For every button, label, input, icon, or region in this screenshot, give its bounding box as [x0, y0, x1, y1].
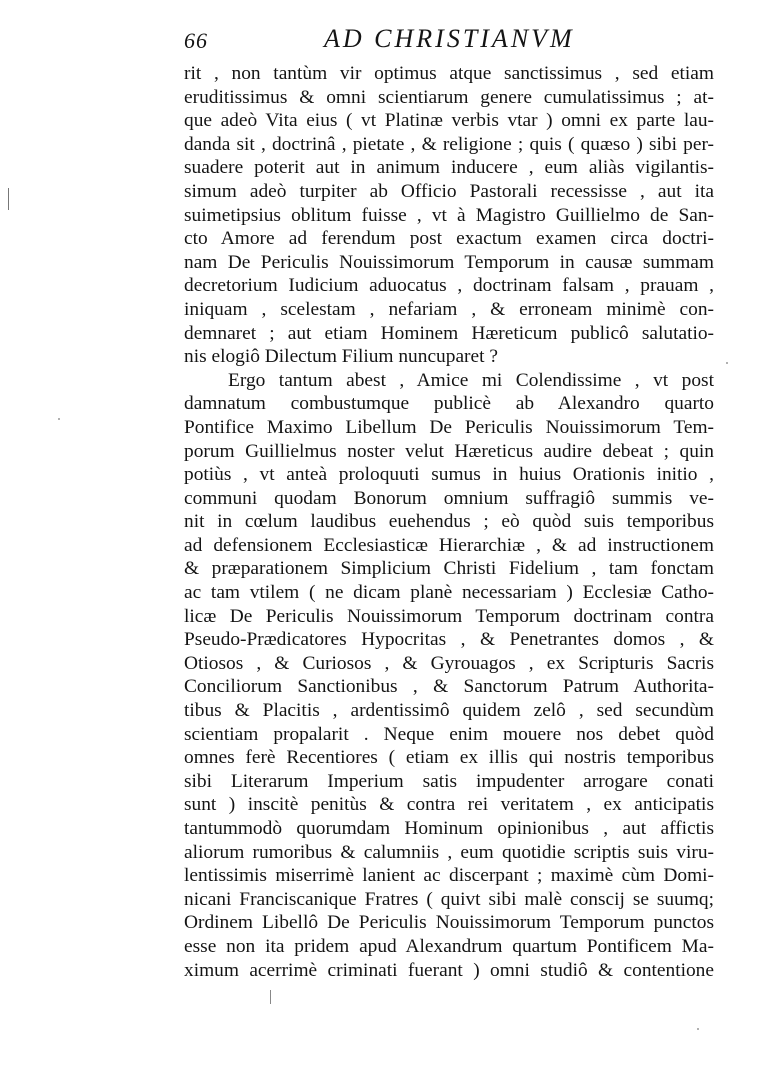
text-line: suimetipsius oblitum fuisse , vt à Magistro Guillielmo de San- [184, 204, 714, 226]
text-line: Ordinem Libellô De Periculis Nouissimorum Temporum punctos [184, 912, 714, 934]
text-line: potiùs , vt anteà proloquuti sumus in huius Orationis initio , [184, 464, 714, 486]
text-line: tantummodò quorumdam Hominum opinionibus , aut affictis [184, 818, 714, 839]
text-line: omnes ferè Recentiores ( etiam ex illis qui nostris temporibus [184, 747, 714, 769]
text-line: demnaret ; aut etiam Hominem Hæreticum publicô salutatio- [184, 322, 714, 344]
text-line: ac tam vtilem ( ne dicam planè necessariam ) Ecclesiæ Catho- [184, 582, 714, 604]
running-head: AD CHRISTIANVM [324, 24, 575, 53]
text-line: & præparationem Simplicium Christi Fidelium , tam fonctam [184, 558, 714, 580]
text-line: nit in cœlum laudibus euehendus ; eò quòd suis temporibus [184, 511, 714, 533]
text-line: damnatum combustumque publicè ab Alexandro quarto [184, 393, 714, 415]
text-line: scientiam propalarit . Neque enim mouere nos debet quòd [184, 723, 714, 745]
text-line: simum adeò turpiter ab Officio Pastorali recessisse , aut ita [184, 180, 714, 202]
text-line: Pontifice Maximo Libellum De Periculis Nouissimorum Tem- [184, 416, 714, 438]
scan-foot-mark [270, 990, 271, 1004]
text-line: Conciliorum Sanctionibus , & Sanctorum Patrum Authorita- [184, 676, 714, 698]
text-line: tibus & Placitis , ardentissimô quidem zelô , sed secundùm [184, 700, 714, 722]
text-line: nis elogiô Dilectum Filium nuncuparet ? [184, 346, 498, 368]
text-line: decretorium Iudicium aduocatus , doctrinam falsam , prauam , [184, 275, 714, 297]
text-line: Pseudo-Prædicatores Hypocritas , & Penetrantes domos , & [184, 629, 714, 651]
text-line: Otiosos , & Curiosos , & Gyrouagos , ex Scripturis Sacris [184, 652, 714, 674]
scan-margin-mark [8, 188, 9, 210]
text-line: aliorum rumoribus & calumniis , eum quotidie scriptis suis viru- [184, 841, 714, 863]
text-line: porum Guillielmus noster velut Hæreticus audire debeat ; quin [184, 440, 714, 462]
body-text [184, 62, 714, 982]
page-header [184, 24, 584, 56]
scan-speck [58, 418, 60, 420]
text-line: nam De Periculis Nouissimorum Temporum in causæ summam [184, 251, 714, 273]
paragraph-start-line: Ergo tantum abest , Amice mi Colendissime , vt post [228, 369, 714, 391]
text-line: cto Amore ad ferendum post exactum examen circa doctri- [184, 228, 714, 250]
text-line: communi quodam Bonorum omnium suffragiô summis ve- [184, 487, 714, 509]
scan-speck [726, 362, 728, 364]
text-line: licæ De Periculis Nouissimorum Temporum doctrinam contra [184, 605, 714, 627]
text-line: sunt ) inscitè penitùs & contra rei veritatem , ex anticipatis [184, 794, 714, 816]
text-line: ximum acerrimè criminati fuerant ) omni studiô & contentione [184, 959, 714, 981]
text-line: esse non ita pridem apud Alexandrum quartum Pontificem Ma- [184, 935, 714, 957]
text-line: sibi Literarum Imperium satis impudenter arrogare conati [184, 770, 714, 792]
text-line: lentissimis miserrimè lanient ac discerpant ; maximè cùm Domi- [184, 865, 714, 887]
text-line: nicani Franciscanique Fratres ( quivt sibi malè conscij se suumq; [184, 888, 714, 910]
text-line: que adeò Vita eius ( vt Platinæ verbis vtar ) omni ex parte lau- [184, 110, 714, 132]
page-number: 66 [184, 28, 208, 53]
scan-speck [697, 1028, 699, 1030]
text-line: rit , non tantùm vir optimus atque sanctissimus , sed etiam [184, 63, 714, 84]
text-line: ad defensionem Ecclesiasticæ Hierarchiæ , & ad instructionem [184, 534, 714, 556]
text-line: suadere poterit aut in animum inducere , eum aliàs vigilantis- [184, 157, 714, 179]
text-line: iniquam , scelestam , nefariam , & erroneam minimè con- [184, 298, 714, 320]
text-line: eruditissimus & omni scientiarum genere cumulatissimus ; at- [184, 86, 714, 108]
text-line: danda sit , doctrinâ , pietate , & religione ; quis ( quæso ) sibi per- [184, 133, 714, 155]
